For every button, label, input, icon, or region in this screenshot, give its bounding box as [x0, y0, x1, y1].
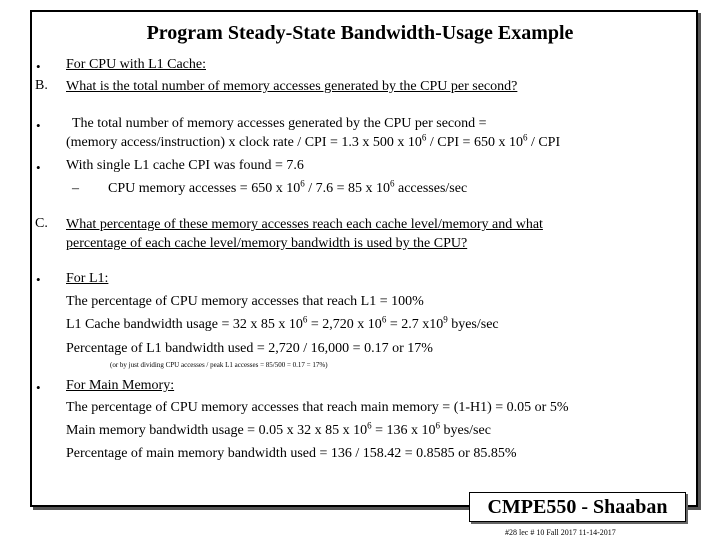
l1-line-1: The percentage of CPU memory accesses that reach L1 = 100% [66, 294, 424, 309]
cpu-heading: For CPU with L1 Cache: [66, 57, 206, 72]
bullet: • [36, 272, 41, 287]
main-memory-heading: For Main Memory: [66, 378, 175, 393]
course-brand: CMPE550 - Shaaban [469, 492, 686, 522]
question-c-line-2: percentage of each cache level/memory bandwidth is used by the CPU? [66, 236, 468, 251]
bullet: • [36, 380, 41, 395]
l1-line-3: Percentage of L1 bandwidth used = 2,720 / 16,000 = 0.17 or 17% [66, 341, 433, 356]
mm-line-1: The percentage of CPU memory accesses that reach main memory = (1-H1) = 0.05 or 5% [66, 400, 569, 415]
bullet: • [36, 160, 41, 175]
answer-line-3: With single L1 cache CPI was found = 7.6 [66, 158, 304, 173]
l1-line-2: L1 Cache bandwidth usage = 32 x 85 x $10^6 = 2,720$ x $10^6 = 2.7$ $x10^9$ byes/sec [66, 314, 499, 332]
label-b: B. [35, 78, 48, 93]
bullet: • [36, 118, 41, 133]
question-c-line-1: What percentage of these memory accesses reach each cache level/memory and what [66, 217, 543, 232]
answer-line-1: The total number of memory accesses generated by the CPU per second = [72, 116, 487, 131]
slide-title: Program Steady-State Bandwidth-Usage Example [146, 22, 574, 44]
answer-line-2: (memory access/instruction) x clock rate / CPI = 1.3 x 500 x $10^6$ / CPI = 650 x $10^6$ / CPI [66, 132, 561, 150]
label-c: C. [35, 216, 48, 231]
question-b: What is the total number of memory accesses generated by the CPU per second? [66, 79, 518, 94]
l1-note: (or by just dividing CPU accesses / peak L1 accesses = 85/500 = 0.17 = 17%) [110, 361, 328, 369]
l1-heading: For L1: [66, 271, 109, 286]
dash: – [72, 181, 79, 196]
mm-line-2: Main memory bandwidth usage = 0.05 x 32 x 85 x $10^6 = 136$ x $10^6$ byes/sec [66, 420, 491, 438]
slide-footer: #28 lec # 10 Fall 2017 11-14-2017 [505, 528, 616, 537]
bullet: • [36, 59, 41, 74]
answer-line-4: CPU memory accesses = 650 x $10^6 / 7.6 = 85$ x $10^6$ accesses/sec [108, 178, 468, 196]
mm-line-3: Percentage of main memory bandwidth used = 136 / 158.42 = 0.8585 or 85.85% [66, 446, 517, 461]
